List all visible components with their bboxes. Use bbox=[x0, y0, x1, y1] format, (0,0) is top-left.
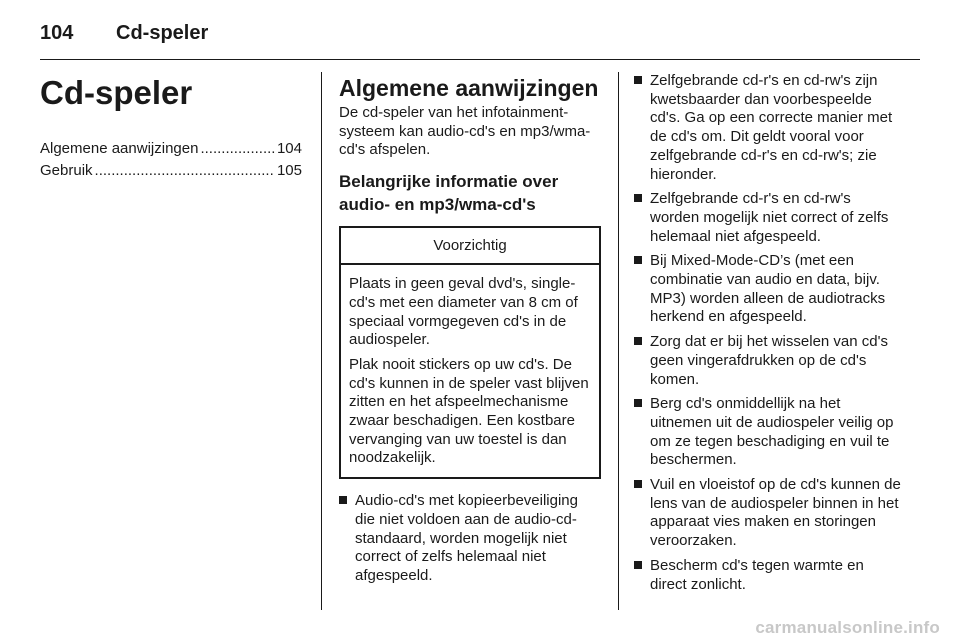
square-bullet-icon bbox=[634, 337, 642, 345]
column-divider-right bbox=[618, 72, 619, 610]
square-bullet-icon bbox=[634, 561, 642, 569]
column-toc bbox=[40, 72, 302, 182]
list-item bbox=[339, 492, 601, 586]
list-item-text: Zorg dat er bij het wisselen van cd's geen vingerafdrukken op de cd's komen. bbox=[650, 333, 888, 388]
caution-paragraph: Plaats in geen geval dvd's, single-cd's met een diameter van 8 cm of speciaal vormgegeven cd's in de audiospeler. bbox=[349, 275, 578, 349]
square-bullet-icon bbox=[634, 399, 642, 407]
list-item bbox=[634, 395, 902, 470]
table-of-contents bbox=[40, 138, 302, 182]
bullet-list bbox=[634, 72, 902, 594]
toc-entry-label: Algemene aanwijzingen bbox=[40, 140, 199, 157]
page-number: 104 bbox=[40, 22, 74, 44]
column-general bbox=[339, 72, 601, 586]
subsection-title: Belangrijke informatie over audio- en mp3/wma-cd's bbox=[339, 172, 559, 215]
toc-leader-dots bbox=[200, 138, 275, 160]
list-item bbox=[634, 252, 902, 327]
toc-entry-label: Gebruik bbox=[40, 162, 93, 179]
column-divider-left bbox=[321, 72, 322, 610]
list-item bbox=[634, 333, 902, 389]
list-item-text: Audio-cd's met kopieerbeveiliging die niet voldoen aan de audio-cd-standaard, worden mogelijk niet correct of zelfs helemaal niet afgespeeld. bbox=[355, 492, 578, 584]
header-rule bbox=[40, 59, 920, 60]
toc-leader-dots bbox=[95, 160, 275, 182]
section-title: Algemene aanwijzingen bbox=[339, 75, 599, 101]
toc-entry[interactable] bbox=[40, 138, 302, 160]
caution-body bbox=[341, 265, 599, 477]
column-bullets bbox=[634, 72, 902, 594]
list-item-text: Vuil en vloeistof op de cd's kunnen de lens van de audiospeler binnen in het apparaat vies maken en storingen veroorzaken. bbox=[650, 476, 901, 550]
list-item-text: Zelfgebrande cd-r's en cd-rw's worden mogelijk niet correct of zelfs helemaal niet afgespeeld. bbox=[650, 190, 889, 245]
caution-paragraph: Plak nooit stickers op uw cd's. De cd's kunnen in de speler vast blijven zitten en het afspeelmechanisme zwaar beschadigen. Een kostbare vervanging van uw toestel is dan noodzakelijk. bbox=[349, 355, 589, 467]
bullet-list bbox=[339, 492, 601, 586]
list-item-text: Berg cd's onmiddellijk na het uitnemen uit de audiospeler veilig op om ze tegen beschadiging en vuil te beschermen. bbox=[650, 395, 894, 469]
watermark: carmanualsonline.info bbox=[755, 618, 940, 637]
header-section-title: Cd-speler bbox=[116, 22, 209, 44]
toc-entry-page: 104 bbox=[276, 140, 302, 157]
list-item-text: Bij Mixed-Mode-CD’s (met een combinatie van audio en data, bijv. MP3) worden alleen de audiotracks herkend en afgespeeld. bbox=[650, 252, 886, 326]
toc-entry[interactable] bbox=[40, 160, 302, 182]
toc-entry-page: 105 bbox=[276, 162, 302, 179]
square-bullet-icon bbox=[339, 496, 347, 504]
list-item bbox=[634, 557, 902, 594]
intro-paragraph: De cd-speler van het infotainment-systeem kan audio-cd's en mp3/wma-cd's afspelen. bbox=[339, 104, 591, 159]
square-bullet-icon bbox=[634, 480, 642, 488]
square-bullet-icon bbox=[634, 76, 642, 84]
square-bullet-icon bbox=[634, 194, 642, 202]
list-item-text: Bescherm cd's tegen warmte en direct zonlicht. bbox=[650, 556, 864, 593]
list-item bbox=[634, 476, 902, 551]
square-bullet-icon bbox=[634, 256, 642, 264]
list-item bbox=[634, 190, 902, 246]
caution-box bbox=[339, 226, 601, 479]
list-item-text: Zelfgebrande cd-r's en cd-rw's zijn kwetsbaarder dan voorbespeelde cd's. Ga op een correcte manier met de cd's om. Dit geldt vooral voor zelfgebrande cd-r's en cd-rw's; zie hieronder. bbox=[650, 72, 893, 183]
chapter-title: Cd-speler bbox=[40, 74, 193, 111]
list-item bbox=[634, 72, 902, 184]
caution-title: Voorzichtig bbox=[341, 228, 599, 265]
